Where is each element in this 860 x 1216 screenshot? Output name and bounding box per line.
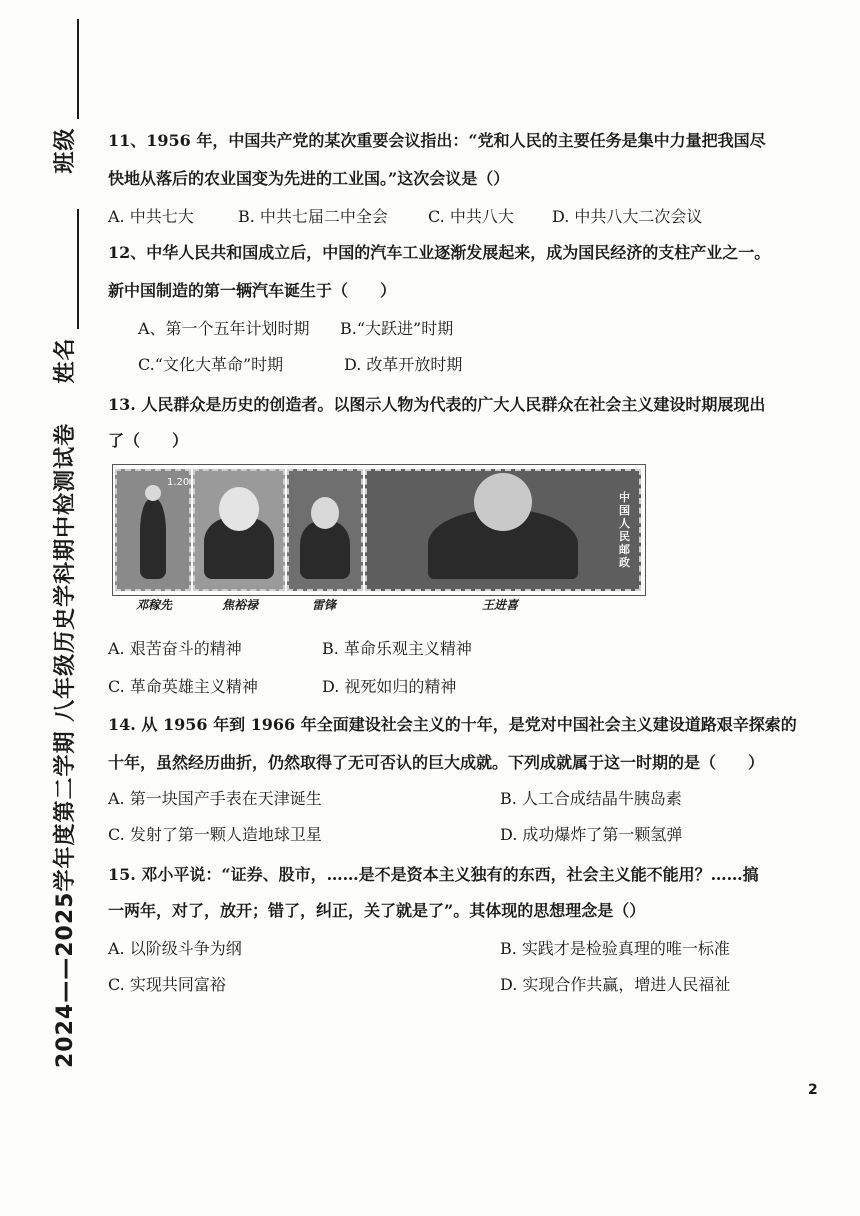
caption-lei-feng: 雷锋 xyxy=(312,598,337,612)
stamp-value: 1.20 xyxy=(167,477,190,488)
stamp-country-label: 中国人民邮政 xyxy=(619,491,630,569)
class-label: 班级 xyxy=(53,127,78,174)
q14-option-c: C. 发射了第一颗人造地球卫星 xyxy=(108,825,322,844)
q11-stem-line2: 快地从落后的农业国变为先进的工业国。”这次会议是（） xyxy=(108,169,510,188)
q12-stem-line2: 新中国制造的第一辆汽车诞生于（ ） xyxy=(108,281,397,300)
q13-option-d: D. 视死如归的精神 xyxy=(322,677,457,696)
q12-option-b: B.“大跃进”时期 xyxy=(340,319,454,338)
stamp-jiao-yulu xyxy=(193,469,285,591)
q14-stem-line1: 14. 从 1956 年到 1966 年全面建设社会主义的十年，是党对中国社会主义建设道路艰辛探索的 xyxy=(108,715,797,734)
q15-stem-line2: 一两年，对了，放开；错了，纠正，关了就是了”。其体现的思想理念是（） xyxy=(108,901,646,920)
q15-option-a: A. 以阶级斗争为纲 xyxy=(108,939,242,958)
face-shape xyxy=(474,473,532,531)
page-number: 2 xyxy=(808,1082,818,1098)
name-label: 姓名 xyxy=(53,337,78,384)
class-blank xyxy=(57,19,79,119)
q15-stem-line1: 15. 邓小平说：“证券、股市，……是不是资本主义独有的东西，社会主义能不能用？……搞 xyxy=(108,865,759,884)
stamp-wang-jinxi xyxy=(365,469,641,591)
name-blank xyxy=(57,209,79,329)
q13-stem-line2: 了（ ） xyxy=(108,431,189,450)
q11-option-a: A. 中共七大 xyxy=(108,207,194,226)
q11-option-b: B. 中共七届二中全会 xyxy=(238,207,388,226)
face-shape xyxy=(219,487,259,531)
exam-title: 2024——2025学年度第二学期 八年级历史学科期中检测试卷 xyxy=(53,422,78,1068)
q14-stem-line2: 十年，虽然经历曲折，仍然取得了无可否认的巨大成就。下列成就属于这一时期的是（ ） xyxy=(108,753,765,772)
q14-option-a: A. 第一块国产手表在天津诞生 xyxy=(108,789,322,808)
figure-shape xyxy=(300,521,350,579)
caption-deng-jiaxian: 邓稼先 xyxy=(136,598,173,612)
exam-sidebar xyxy=(0,0,90,1216)
q12-option-c: C.“文化大革命”时期 xyxy=(138,355,284,374)
q14-option-b: B. 人工合成结晶牛胰岛素 xyxy=(500,789,682,808)
q12-option-a: A、第一个五年计划时期 xyxy=(138,319,310,338)
face-shape xyxy=(311,497,339,529)
q15-option-c: C. 实现共同富裕 xyxy=(108,975,226,994)
q11-option-d: D. 中共八大二次会议 xyxy=(552,207,703,226)
q15-option-b: B. 实践才是检验真理的唯一标准 xyxy=(500,939,730,958)
q15-option-d: D. 实现合作共赢，增进人民福祉 xyxy=(500,975,731,994)
q13-option-c: C. 革命英雄主义精神 xyxy=(108,677,258,696)
q11-option-c: C. 中共八大 xyxy=(428,207,514,226)
caption-wang-jinxi: 王进喜 xyxy=(482,598,519,612)
q13-stem-line1: 13. 人民群众是历史的创造者。以图示人物为代表的广大人民群众在社会主义建设时期展现出 xyxy=(108,395,766,414)
sidebar-header xyxy=(48,19,79,1068)
q13-option-b: B. 革命乐观主义精神 xyxy=(322,639,472,658)
stamp-deng-jiaxian xyxy=(115,469,191,591)
face-shape xyxy=(145,485,161,501)
q14-option-d: D. 成功爆炸了第一颗氢弹 xyxy=(500,825,683,844)
q13-option-a: A. 艰苦奋斗的精神 xyxy=(108,639,242,658)
stamps-image xyxy=(112,464,646,596)
caption-jiao-yulu: 焦裕禄 xyxy=(222,598,259,612)
q11-stem-line1: 11、1956 年，中国共产党的某次重要会议指出：“党和人民的主要任务是集中力量把我国尽 xyxy=(108,131,766,150)
stamp-lei-feng xyxy=(287,469,363,591)
figure-shape xyxy=(140,499,166,579)
q12-option-d: D. 改革开放时期 xyxy=(344,355,463,374)
q12-stem-line1: 12、中华人民共和国成立后，中国的汽车工业逐渐发展起来，成为国民经济的支柱产业之一。 xyxy=(108,243,771,262)
